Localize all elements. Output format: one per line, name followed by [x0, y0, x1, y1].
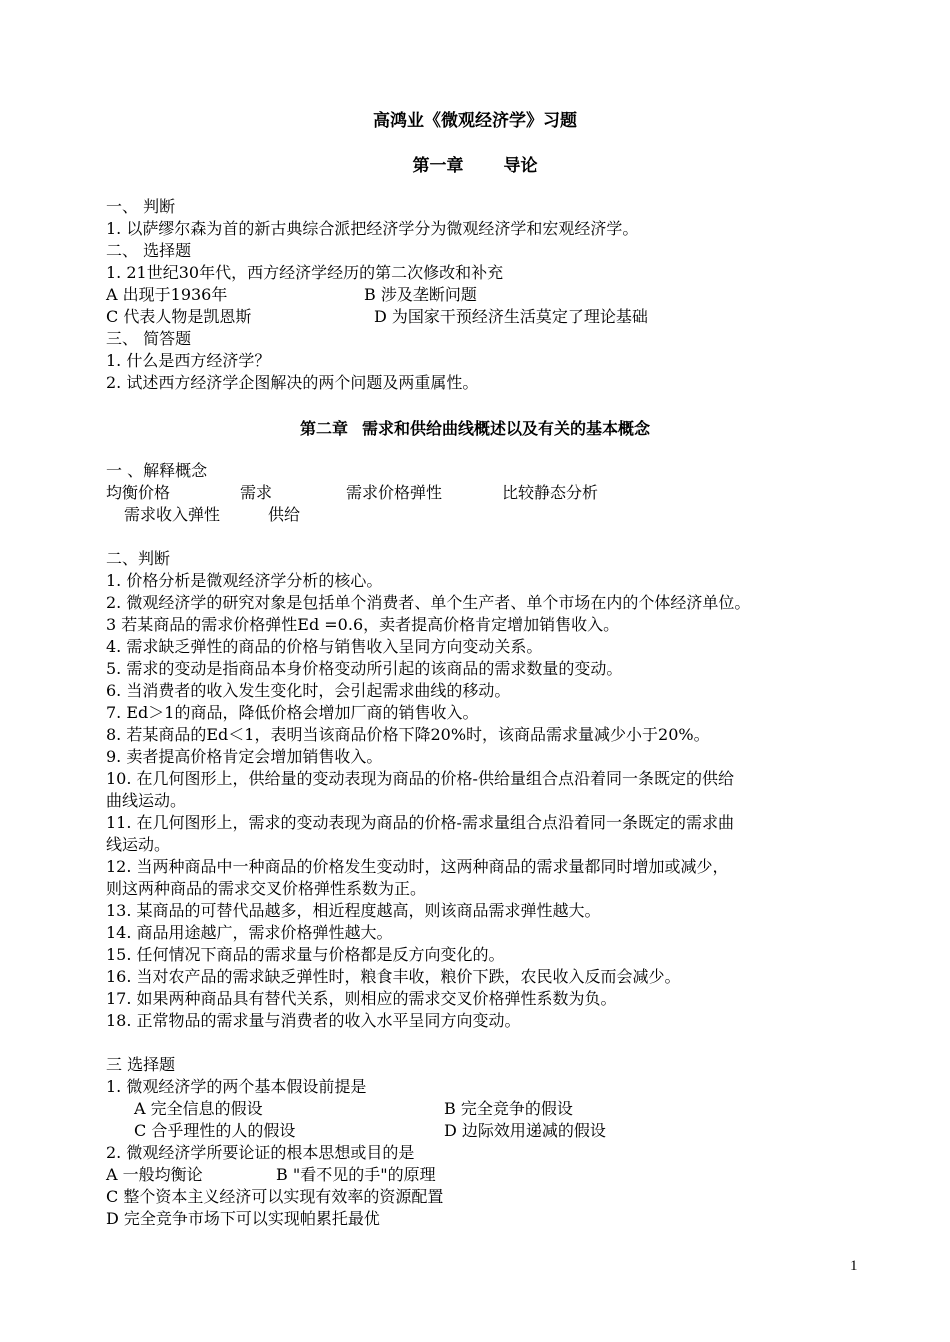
judge-item-continued: 线运动。 [106, 835, 171, 854]
chapter2-name: 需求和供给曲线概述以及有关的基本概念 [362, 419, 651, 438]
ch2-choice-q1: 1. 微观经济学的两个基本假设前提是 [106, 1077, 367, 1096]
ch1-choice-q1-option-d: D 为国家干预经济生活莫定了理论基础 [374, 307, 648, 326]
choice-option-a: A 一般均衡论 [106, 1165, 203, 1184]
judge-item-continued: 则这两种商品的需求交叉价格弹性系数为正。 [106, 879, 427, 898]
concept-term: 需求收入弹性 [124, 505, 221, 524]
ch1-section3-heading: 三、 简答题 [106, 329, 192, 348]
judge-item: 1. 价格分析是微观经济学分析的核心。 [106, 571, 383, 590]
chapter1-name: 导论 [503, 156, 538, 176]
choice-option-d: D 边际效用递减的假设 [444, 1121, 606, 1140]
judge-item: 14. 商品用途越广，需求价格弹性越大。 [106, 923, 393, 942]
choice-option-a: A 完全信息的假设 [134, 1099, 263, 1118]
judge-item-continued: 曲线运动。 [106, 791, 187, 810]
chapter1-heading [0, 151, 950, 176]
chapter1-label: 第一章 [412, 156, 464, 176]
ch1-short-q2: 2. 试述西方经济学企图解决的两个问题及两重属性。 [106, 373, 479, 392]
document-title: 高鸿业《微观经济学》习题 [373, 111, 577, 131]
judge-item: 10. 在几何图形上，供给量的变动表现为商品的价格-供给量组合点沿着同一条既定的供给 [106, 769, 734, 788]
choice-option-d: D 完全竞争市场下可以实现帕累托最优 [106, 1209, 380, 1228]
judge-item: 6. 当消费者的收入发生变化时，会引起需求曲线的移动。 [106, 681, 511, 700]
judge-item: 18. 正常物品的需求量与消费者的收入水平呈同方向变动。 [106, 1011, 521, 1030]
concept-term: 比较静态分析 [502, 483, 599, 502]
ch2-choice-q2: 2. 微观经济学所要论证的根本思想或目的是 [106, 1143, 415, 1162]
judge-item: 2. 微观经济学的研究对象是包括单个消费者、单个生产者、单个市场在内的个体经济单位。 [106, 593, 751, 612]
judge-item: 4. 需求缺乏弹性的商品的价格与销售收入呈同方向变动关系。 [106, 637, 543, 656]
ch2-section1-heading: 一 、解释概念 [106, 461, 208, 480]
judge-item: 5. 需求的变动是指商品本身价格变动所引起的该商品的需求数量的变动。 [106, 659, 623, 678]
judge-item: 3 若某商品的需求价格弹性Ed =0.6，卖者提高价格肯定增加销售收入。 [106, 615, 620, 634]
ch2-choice-q1-row1 [106, 1098, 906, 1120]
judge-item: 9. 卖者提高价格肯定会增加销售收入。 [106, 747, 383, 766]
concept-term: 供给 [268, 505, 301, 524]
concept-term: 需求 [240, 483, 273, 502]
judge-item: 7. Ed＞1的商品，降低价格会增加厂商的销售收入。 [106, 703, 479, 722]
judge-item: 15. 任何情况下商品的需求量与价格都是反方向变化的。 [106, 945, 505, 964]
concept-term: 均衡价格 [106, 483, 171, 502]
ch1-choice-q1: 1. 21世纪30年代，西方经济学经历的第二次修改和补充 [106, 263, 504, 282]
choice-option-c: C 合乎理性的人的假设 [134, 1121, 296, 1140]
judge-item: 13. 某商品的可替代品越多，相近程度越高，则该商品需求弹性越大。 [106, 901, 601, 920]
ch2-choice-q1-row2 [106, 1120, 906, 1142]
ch1-choice-q1-row1 [106, 284, 906, 306]
judge-item: 12. 当两种商品中一种商品的价格发生变动时，这两种商品的需求量都同时增加或减少， [106, 857, 729, 876]
ch2-section2-heading: 二、判断 [106, 549, 171, 568]
chapter2-label: 第二章 [299, 419, 348, 438]
ch1-choice-q1-option-c: C 代表人物是凯恩斯 [106, 307, 252, 326]
ch1-short-q1: 1. 什么是西方经济学？ [106, 351, 271, 370]
choice-option-b: B 完全竞争的假设 [444, 1099, 573, 1118]
judge-item: 17. 如果两种商品具有替代关系，则相应的需求交叉价格弹性系数为负。 [106, 989, 617, 1008]
ch2-choice-q2-row1 [106, 1164, 906, 1186]
ch1-judge-q1: 1. 以萨缪尔森为首的新古典综合派把经济学分为微观经济学和宏观经济学。 [106, 219, 639, 238]
choice-option-c: C 整个资本主义经济可以实现有效率的资源配置 [106, 1187, 444, 1206]
ch1-choice-q1-option-a: A 出现于1936年 [106, 285, 228, 304]
ch2-concepts-row2 [106, 504, 906, 526]
concept-term: 需求价格弹性 [346, 483, 443, 502]
ch2-concepts-row1 [106, 482, 906, 504]
ch1-section2-heading: 二、 选择题 [106, 241, 192, 260]
ch2-section3-heading: 三 选择题 [106, 1055, 176, 1074]
judge-item: 11. 在几何图形上，需求的变动表现为商品的价格-需求量组合点沿着同一条既定的需求曲 [106, 813, 734, 832]
page-number: 1 [850, 1258, 858, 1274]
ch1-choice-q1-option-b: B 涉及垄断问题 [364, 285, 477, 304]
ch1-choice-q1-row2 [106, 306, 906, 328]
judge-item: 8. 若某商品的Ed＜1，表明当该商品价格下降20%时，该商品需求量减少小于20%。 [106, 725, 710, 744]
choice-option-b: B "看不见的手"的原理 [276, 1165, 436, 1184]
chapter2-heading [0, 416, 950, 439]
judge-item: 16. 当对农产品的需求缺乏弹性时，粮食丰收，粮价下跌，农民收入反而会减少。 [106, 967, 681, 986]
ch1-section1-heading: 一、 判断 [106, 197, 176, 216]
